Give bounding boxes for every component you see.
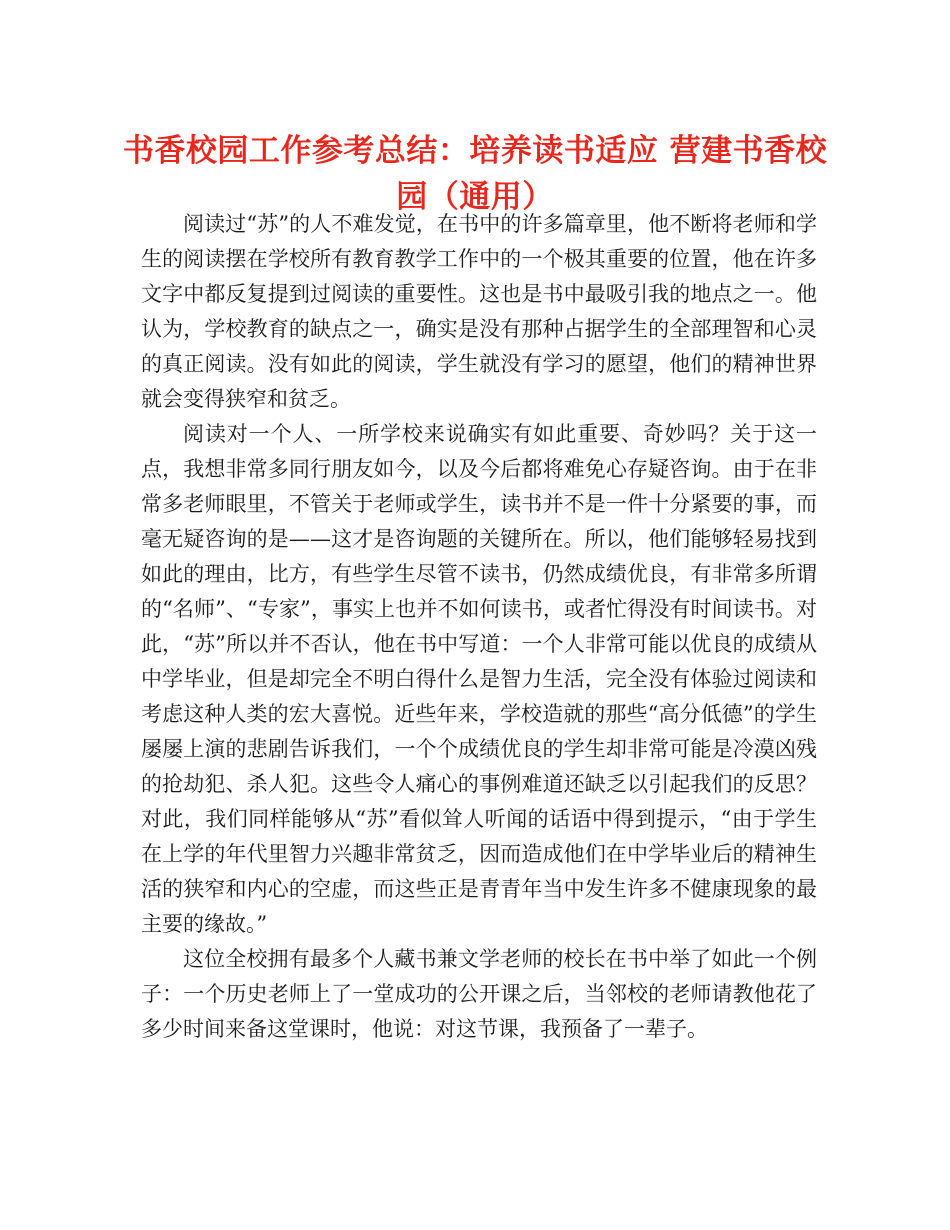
document-title: 书香校园工作参考总结：培养读书适应 营建书香校园（通用）: [122, 133, 828, 215]
paragraph-2: 阅读对一个人、一所学校来说确实有如此重要、奇妙吗？关于这一点，我想非常多同行朋友如今，以及今后都将难免心存疑咨询。由于在非常多老师眼里，不管关于老师或学生，读书并不是一件十分紧要的事，而毫无疑咨询的是——这才是咨询题的关键所在。所以，他们能够轻易找到如此的理由，比方，有些学生尽管不读书，仍然成绩优良，有非常多所谓的“名师”、“专家”，事实上也并不如何读书，或者忙得没有时间读书。对此，“苏”所以并不否认，他在书中写道：一个人非常可能以优良的成绩从中学毕业，但是却完全不明白得什么是智力生活，完全没有体验过阅读和考虑这种人类的宏大喜悦。近些年来，学校造就的那些“高分低德”的学生屡屡上演的悲剧告诉我们，一个个成绩优良的学生却非常可能是冷漠凶残的抢劫犯、杀人犯。这些令人痛心的事例难道还缺乏以引起我们的反思？对此，我们同样能够从“苏”看似耸人听闻的话语中得到提示，“由于学生在上学的年代里智力兴趣非常贫乏，因而造成他们在中学毕业后的精神生活的狭窄和内心的空虚，而这些正是青青年当中发生许多不健康现象的最主要的缘故。”: [141, 422, 817, 936]
paragraph-3: 这位全校拥有最多个人藏书兼文学老师的校长在书中举了如此一个例子：一个历史老师上了一堂成功的公开课之后，当邻校的老师请教他花了多少时间来备这堂课时，他说：对这节课，我预备了一辈子。: [141, 947, 817, 1041]
paragraph-1: 阅读过“苏”的人不难发觉，在书中的许多篇章里，他不断将老师和学生的阅读摆在学校所有教育教学工作中的一个极其重要的位置，他在许多文字中都反复提到过阅读的重要性。这也是书中最吸引我的地点之一。他认为，学校教育的缺点之一，确实是没有那种占据学生的全部理智和心灵的真正阅读。没有如此的阅读，学生就没有学习的愿望，他们的精神世界就会变得狭窄和贫乏。: [141, 212, 817, 411]
document-body: [141, 207, 817, 1047]
